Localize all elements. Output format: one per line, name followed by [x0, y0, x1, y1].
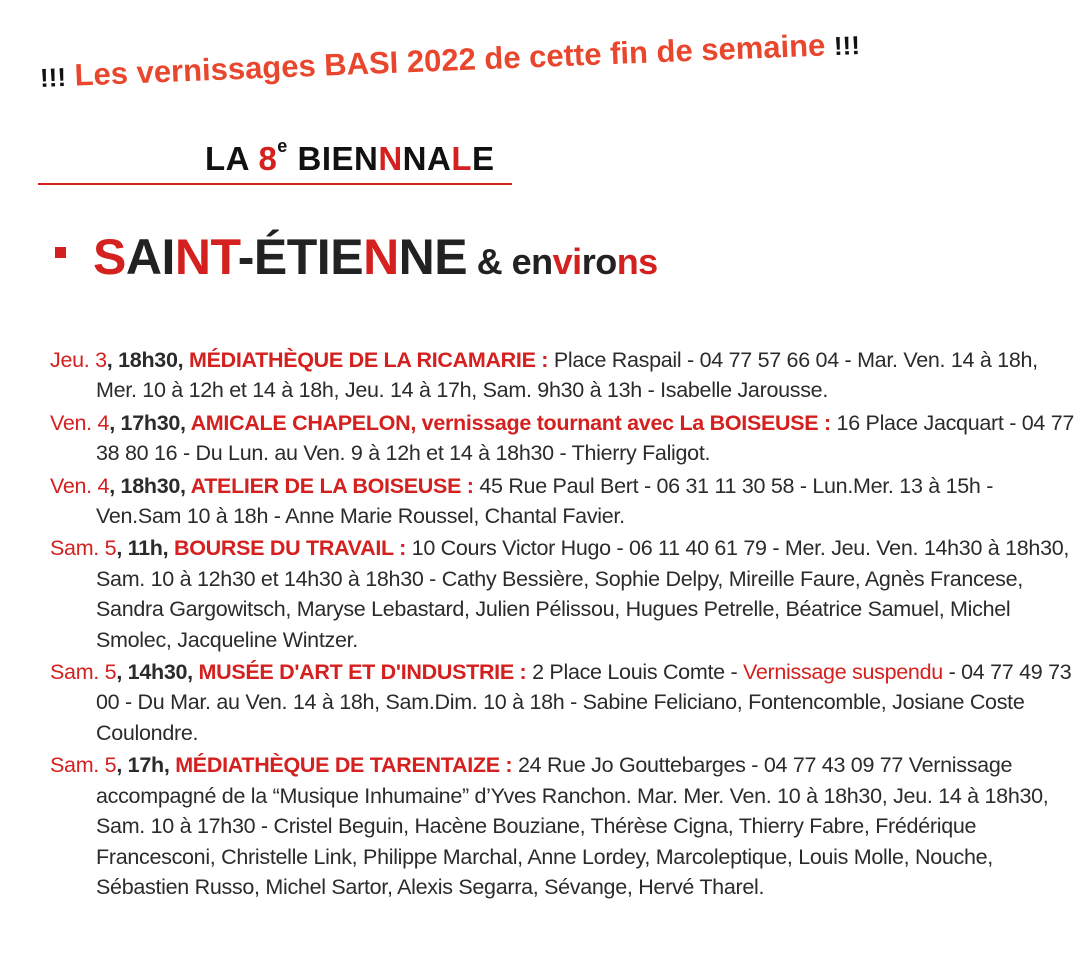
- event-day: Ven. 4: [50, 473, 110, 498]
- heading-part: L: [451, 140, 473, 177]
- event-address: 2 Place Louis Comte -: [526, 660, 738, 685]
- heading-number: 8: [258, 140, 278, 177]
- event-details: 24 Rue Jo Gouttebarges - 04 77 43 09 77 Vernissage accompagné de la “Musique Inhumaine” d’Yves Ranchon. Mar. Mer. Ven. 10 à 18h30, Jeu. 14 à 18h30, Sam. 10 à 17h30 - Cristel Beguin, Hacène Bouziane, Thérèse Cigna, Thierry Fabre, Frédérique Francesconi, Christelle Link, Philippe Marchal, Anne Lordey, Marcoleptique, Louis Molle, Nouche, Sébastien Russo, Michel Sartor, Alexis Segarra, Sévange, Hervé Tharel.: [96, 753, 1049, 899]
- heading-part: E: [472, 140, 495, 177]
- event-listings: [50, 345, 1075, 904]
- region-part: & en: [467, 241, 553, 282]
- event-entry: Sam. 5, 17h, MÉDIATHÈQUE DE TARENTAIZE : 24 Rue Jo Gouttebarges - 04 77 43 09 77 Vernissage accompagné de la “Musique Inhumaine” d’Yves Ranchon. Mar. Mer. Ven. 10 à 18h30, Jeu. 14 à 18h30, Sam. 10 à 17h30 - Cristel Beguin, Hacène Bouziane, Thérèse Cigna, Thierry Fabre, Frédérique Francesconi, Christelle Link, Philippe Marchal, Anne Lordey, Marcoleptique, Louis Molle, Nouche, Sébastien Russo, Michel Sartor, Alexis Segarra, Sévange, Hervé Tharel.: [50, 753, 1049, 899]
- region-part: AI: [125, 229, 175, 285]
- event-day: Ven. 4: [50, 410, 110, 435]
- event-venue: ATELIER DE LA BOISEUSE :: [190, 473, 474, 498]
- event-time: 18h30: [120, 473, 181, 498]
- event-venue: AMICALE CHAPELON, vernissage tournant avec La BOISEUSE :: [190, 410, 831, 435]
- heading-part: BIEN: [297, 140, 379, 177]
- banner-title: [39, 12, 1040, 102]
- event-time: 17h: [127, 753, 164, 778]
- event-venue: MÉDIATHÈQUE DE TARENTAIZE :: [175, 753, 513, 778]
- event-day: Sam. 5: [50, 660, 117, 685]
- square-bullet-icon: [55, 247, 66, 258]
- event-day: Jeu. 3: [50, 348, 107, 372]
- event-time: 18h30: [118, 348, 178, 372]
- heading-superscript: e: [277, 136, 288, 156]
- region-part: ro: [581, 241, 617, 282]
- event-time: 11h: [127, 536, 163, 561]
- heading-part: NA: [402, 140, 452, 177]
- event-details: Place Raspail - 04 77 57 66 04 - Mar. Ven. 14 à 18h, Mer. 10 à 12h et 14 à 18h, Jeu. 14 à 17h, Sam. 9h30 à 13h - Isabelle Jarousse.: [96, 348, 1038, 403]
- event-note: Vernissage suspendu: [743, 660, 943, 685]
- banner-text: Les vernissages BASI 2022 de cette fin de semaine: [73, 27, 826, 93]
- event-details: 45 Rue Paul Bert - 06 31 11 30 58 - Lun.Mer. 13 à 15h - Ven.Sam 10 à 18h - Anne Marie Roussel, Chantal Favier.: [96, 473, 994, 529]
- event-details: 10 Cours Victor Hugo - 06 11 40 61 79 - Mer. Jeu. Ven. 14h30 à 18h30, Sam. 10 à 12h30 et 14h30 à 18h30 - Cathy Bessière, Sophie Delpy, Mireille Faure, Agnès Francese, Sandra Gargowitsch, Maryse Lebastard, Julien Pélissou, Hugues Petrelle, Béatrice Samuel, Michel Smolec, Jacqueline Wintzer.: [96, 536, 1070, 652]
- event-entry: Jeu. 3, 18h30, MÉDIATHÈQUE DE LA RICAMARIE : Place Raspail - 04 77 57 66 04 - Mar. Ven. 14 à 18h, Mer. 10 à 12h et 14 à 18h, Jeu. 14 à 17h, Sam. 9h30 à 13h - Isabelle Jarousse.: [50, 348, 1038, 403]
- event-entry: Sam. 5, 11h, BOURSE DU TRAVAIL : 10 Cours Victor Hugo - 06 11 40 61 79 - Mer. Jeu. Ven. 14h30 à 18h30, Sam. 10 à 12h30 et 14h30 à 18h30 - Cathy Bessière, Sophie Delpy, Mireille Faure, Agnès Francese, Sandra Gargowitsch, Maryse Lebastard, Julien Pélissou, Hugues Petrelle, Béatrice Samuel, Michel Smolec, Jacqueline Wintzer.: [50, 536, 1070, 652]
- heading-part: N: [378, 140, 403, 177]
- banner-suffix: !!!: [833, 30, 861, 62]
- biennale-heading: [205, 136, 495, 178]
- event-day: Sam. 5: [50, 536, 117, 561]
- event-time: 14h30: [127, 660, 188, 685]
- region-part: ns: [616, 241, 658, 282]
- region-part: TIE: [286, 229, 364, 285]
- region-part: NT: [174, 229, 238, 285]
- event-entry: Ven. 4, 18h30, ATELIER DE LA BOISEUSE : 45 Rue Paul Bert - 06 31 11 30 58 - Lun.Mer. 13 à 15h - Ven.Sam 10 à 18h - Anne Marie Roussel, Chantal Favier.: [50, 473, 994, 529]
- heading-la: LA: [205, 140, 249, 177]
- region-part: -É: [237, 229, 287, 285]
- event-details: - 04 77 49 73 00 - Du Mar. au Ven. 14 à 18h, Sam.Dim. 10 à 18h - Sabine Feliciano, Fontencomble, Josiane Coste Coulondre.: [96, 660, 1072, 745]
- event-details: 16 Place Jacquart - 04 77 38 80 16 - Du Lun. au Ven. 9 à 12h et 14 à 18h30 - Thierry Faligot.: [96, 410, 1075, 466]
- region-part: NE: [398, 229, 468, 285]
- banner-prefix: !!!: [39, 61, 67, 93]
- region-part: vi: [552, 241, 582, 282]
- event-time: 17h30: [120, 410, 181, 435]
- event-entry: Ven. 4, 17h30, AMICALE CHAPELON, vernissage tournant avec La BOISEUSE : 16 Place Jacquart - 04 77 38 80 16 - Du Lun. au Ven. 9 à 12h et 14 à 18h30 - Thierry Faligot.: [50, 410, 1075, 466]
- event-day: Sam. 5: [50, 753, 117, 778]
- region-part: N: [363, 229, 399, 285]
- event-venue: BOURSE DU TRAVAIL :: [174, 536, 406, 561]
- event-venue: MÉDIATHÈQUE DE LA RICAMARIE :: [188, 348, 549, 372]
- event-venue: MUSÉE D'ART ET D'INDUSTRIE :: [198, 660, 527, 685]
- heading-rule: [38, 183, 512, 185]
- region-title: [93, 228, 658, 286]
- region-part: S: [93, 229, 126, 285]
- event-entry: Sam. 5, 14h30, MUSÉE D'ART ET D'INDUSTRIE : 2 Place Louis Comte - Vernissage suspendu - 04 77 49 73 00 - Du Mar. au Ven. 14 à 18h, Sam.Dim. 10 à 18h - Sabine Feliciano, Fontencomble, Josiane Coste Coulondre.: [50, 660, 1072, 745]
